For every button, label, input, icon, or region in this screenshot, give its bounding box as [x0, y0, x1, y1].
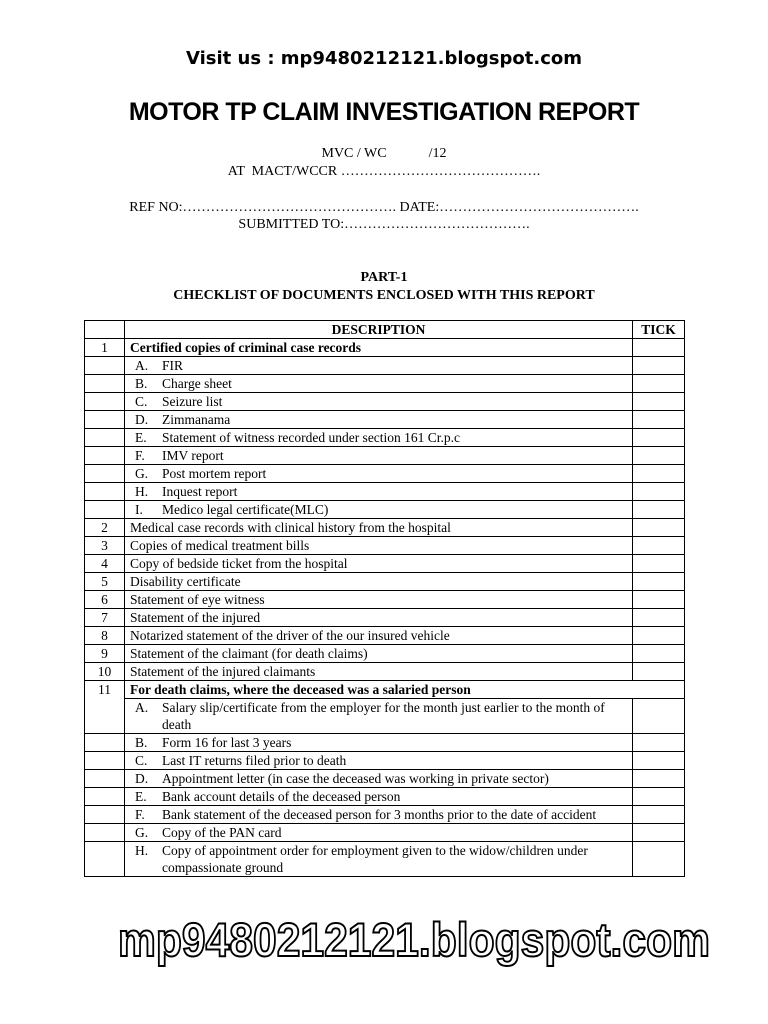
ref-date-line: REF NO:………………………………………. DATE:……………………………………. [129, 200, 639, 215]
item-text: Copy of appointment order for employment given to the widow/children under compassionate ground [162, 843, 588, 875]
tick-cell[interactable] [633, 447, 685, 465]
tick-cell[interactable] [633, 555, 685, 573]
row-number [85, 842, 125, 877]
row-number: 4 [85, 555, 125, 573]
table-row [85, 842, 685, 877]
tick-cell[interactable] [633, 734, 685, 752]
item-text: Charge sheet [162, 376, 232, 391]
row-description [125, 573, 633, 591]
row-number [85, 806, 125, 824]
case-number-line: MVC / WC /12 [321, 146, 447, 161]
tick-cell[interactable] [633, 842, 685, 877]
item-letter: F. [135, 448, 145, 463]
row-description [125, 357, 633, 375]
item-text: Post mortem report [162, 466, 267, 481]
documents-checklist-table [84, 320, 685, 877]
row-description [125, 447, 633, 465]
tick-cell[interactable] [633, 663, 685, 681]
row-description [125, 806, 633, 824]
row-description [125, 555, 633, 573]
item-text: FIR [162, 358, 184, 373]
item-text: Seizure list [162, 394, 223, 409]
tick-cell[interactable] [633, 573, 685, 591]
item-text: Form 16 for last 3 years [162, 735, 292, 750]
row-number: 7 [85, 609, 125, 627]
row-description [125, 375, 633, 393]
tick-cell[interactable] [633, 770, 685, 788]
item-letter: A. [135, 700, 149, 715]
item-text: Last IT returns filed prior to death [162, 753, 347, 768]
item-text: Copy of the PAN card [162, 825, 282, 840]
report-title: MOTOR TP CLAIM INVESTIGATION REPORT [128, 98, 640, 126]
table-row [85, 357, 685, 375]
table-row [85, 645, 685, 663]
row-description [125, 663, 633, 681]
tick-cell[interactable] [633, 429, 685, 447]
header-number [85, 321, 125, 339]
item-letter: H. [135, 484, 149, 499]
court-line: AT MACT/WCCR ……………………………………. [227, 164, 541, 179]
tick-cell[interactable] [633, 699, 685, 734]
item-text: Copies of medical treatment bills [130, 538, 310, 553]
item-text: Certified copies of criminal case records [130, 340, 362, 355]
item-text: Inquest report [162, 484, 238, 499]
item-letter: B. [135, 376, 148, 391]
item-text: Medico legal certificate(MLC) [162, 502, 329, 517]
submitted-to-line: SUBMITTED TO:…………………………………. [238, 217, 530, 232]
tick-cell[interactable] [633, 645, 685, 663]
row-description [125, 609, 633, 627]
table-row [85, 555, 685, 573]
row-description [125, 339, 633, 357]
tick-cell[interactable] [633, 591, 685, 609]
item-letter: G. [135, 466, 149, 481]
row-description [125, 591, 633, 609]
row-description [125, 645, 633, 663]
row-number [85, 393, 125, 411]
item-text: Notarized statement of the driver of the our insured vehicle [130, 628, 450, 643]
table-row [85, 627, 685, 645]
row-description [125, 393, 633, 411]
tick-cell[interactable] [633, 806, 685, 824]
row-description [125, 842, 633, 877]
tick-cell[interactable] [633, 537, 685, 555]
watermark [0, 904, 768, 974]
table-row [85, 519, 685, 537]
watermark-text: mp9480212121.blogspot.com [118, 913, 710, 966]
row-number [85, 447, 125, 465]
header-description: DESCRIPTION [125, 321, 633, 339]
row-number [85, 770, 125, 788]
row-description [125, 699, 633, 734]
item-letter: B. [135, 735, 148, 750]
tick-cell[interactable] [633, 465, 685, 483]
item-letter: D. [135, 412, 149, 427]
tick-cell[interactable] [633, 824, 685, 842]
tick-cell[interactable] [633, 411, 685, 429]
row-description [125, 411, 633, 429]
table-row [85, 699, 685, 734]
row-description [125, 681, 685, 699]
row-number: 1 [85, 339, 125, 357]
table-row [85, 806, 685, 824]
tick-cell[interactable] [633, 788, 685, 806]
row-number [85, 357, 125, 375]
table-row [85, 483, 685, 501]
row-description [125, 734, 633, 752]
row-number: 6 [85, 591, 125, 609]
row-number [85, 752, 125, 770]
table-row [85, 609, 685, 627]
table-row [85, 681, 685, 699]
table-row [85, 824, 685, 842]
table-row [85, 537, 685, 555]
row-description [125, 429, 633, 447]
row-number [85, 788, 125, 806]
table-row [85, 788, 685, 806]
table-row [85, 393, 685, 411]
table-row [85, 447, 685, 465]
row-description [125, 519, 633, 537]
tick-cell[interactable] [633, 357, 685, 375]
item-letter: E. [135, 430, 147, 445]
table-row [85, 591, 685, 609]
table-row [85, 411, 685, 429]
table-row [85, 734, 685, 752]
tick-cell[interactable] [633, 519, 685, 537]
item-text: Appointment letter (in case the deceased was working in private sector) [162, 771, 549, 786]
row-number: 10 [85, 663, 125, 681]
item-text: IMV report [162, 448, 224, 463]
item-text: Disability certificate [130, 574, 241, 589]
item-text: Bank statement of the deceased person for 3 months prior to the date of accident [162, 807, 597, 822]
item-letter: C. [135, 753, 148, 768]
row-description [125, 537, 633, 555]
checklist-heading: CHECKLIST OF DOCUMENTS ENCLOSED WITH THIS REPORT [173, 288, 595, 303]
row-description [125, 627, 633, 645]
row-number [85, 411, 125, 429]
row-description [125, 824, 633, 842]
row-number [85, 375, 125, 393]
row-number [85, 483, 125, 501]
item-text: Bank account details of the deceased person [162, 789, 401, 804]
row-number: 5 [85, 573, 125, 591]
item-letter: I. [135, 502, 143, 517]
table-row [85, 465, 685, 483]
row-number [85, 734, 125, 752]
row-number [85, 824, 125, 842]
item-letter: C. [135, 394, 148, 409]
visit-us-header[interactable]: Visit us : mp9480212121.blogspot.com [185, 48, 583, 69]
row-description [125, 770, 633, 788]
row-description [125, 788, 633, 806]
row-description [125, 752, 633, 770]
item-text: Zimmanama [162, 412, 231, 427]
row-number [85, 429, 125, 447]
row-number: 8 [85, 627, 125, 645]
item-letter: H. [135, 843, 149, 858]
item-text: Statement of the injured claimants [130, 664, 316, 679]
item-letter: F. [135, 807, 145, 822]
table-row [85, 663, 685, 681]
tick-cell[interactable] [633, 339, 685, 357]
row-number: 11 [85, 681, 125, 734]
tick-cell[interactable] [633, 752, 685, 770]
item-text: Statement of eye witness [130, 592, 265, 607]
row-description [125, 501, 633, 519]
header-tick: TICK [633, 321, 685, 339]
table-header-row [85, 321, 685, 339]
item-text: Copy of bedside ticket from the hospital [130, 556, 348, 571]
row-number: 9 [85, 645, 125, 663]
row-description [125, 483, 633, 501]
table-row [85, 375, 685, 393]
tick-cell[interactable] [633, 609, 685, 627]
item-letter: D. [135, 771, 149, 786]
item-letter: A. [135, 358, 149, 373]
item-text: Statement of the claimant (for death claims) [130, 646, 368, 661]
item-text: Salary slip/certificate from the employer for the month just earlier to the month of death [162, 700, 605, 732]
tick-cell[interactable] [633, 627, 685, 645]
table-row [85, 770, 685, 788]
table-row [85, 501, 685, 519]
part-heading: PART-1 [360, 270, 408, 285]
tick-cell[interactable] [633, 393, 685, 411]
tick-cell[interactable] [633, 501, 685, 519]
table-row [85, 429, 685, 447]
row-number: 3 [85, 537, 125, 555]
row-number [85, 465, 125, 483]
table-row [85, 752, 685, 770]
item-text: Medical case records with clinical history from the hospital [130, 520, 451, 535]
row-number: 2 [85, 519, 125, 537]
item-text: For death claims, where the deceased was a salaried person [130, 682, 471, 697]
table-row [85, 573, 685, 591]
table-row [85, 339, 685, 357]
row-description [125, 465, 633, 483]
item-letter: E. [135, 789, 147, 804]
tick-cell[interactable] [633, 483, 685, 501]
item-text: Statement of witness recorded under section 161 Cr.p.c [162, 430, 461, 445]
item-text: Statement of the injured [130, 610, 261, 625]
row-number [85, 501, 125, 519]
tick-cell[interactable] [633, 375, 685, 393]
item-letter: G. [135, 825, 149, 840]
